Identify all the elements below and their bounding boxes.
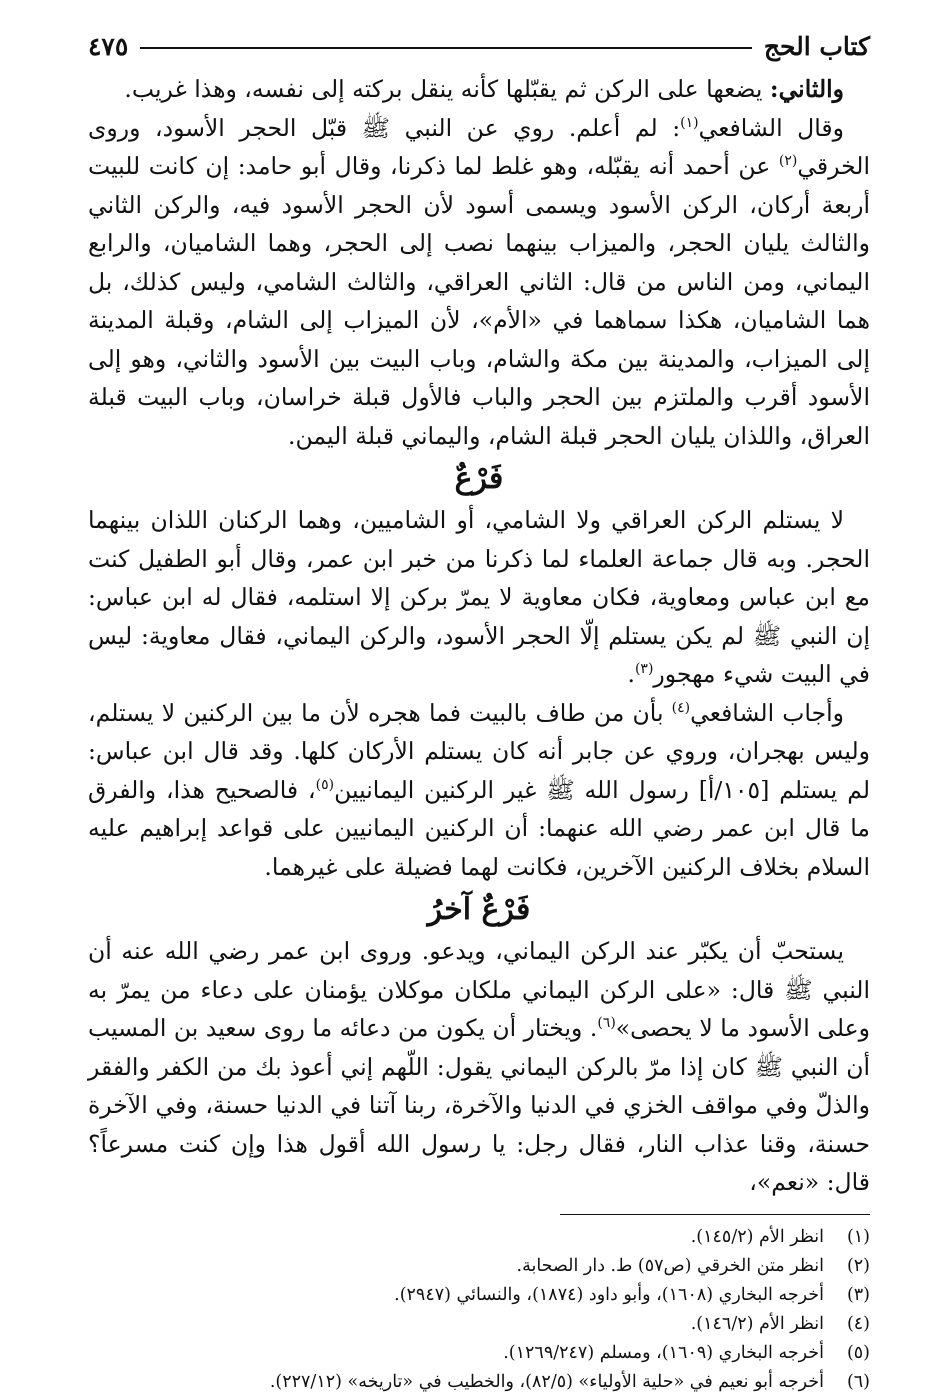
footnote-text: انظر متن الخرقي (ص٥٧) ط. دار الصحابة. [516,1255,824,1276]
paragraph-text: . ويختار أن يكون من دعائه ما روى سعيد بن المسيب أن النبي ﷺ كان إذا مرّ بالركن اليماني يقول: اللّهم إني أعوذ بك من الكفر والفقر والذلّ وفي مواقف الخزي في الدنيا والآخرة، ربنا آتنا في الدنيا حسنة، وفي الآخرة حسنة، وقنا عذاب النار، فقال رجل: يا رسول الله أقول هذا وإن كنت مسرعاً؟ قال: «نعم»، [88,1014,870,1196]
footnote-item [88,1281,870,1310]
paragraph-text: بأن من طاف بالبيت فما هجره لأن ما بين الركنين لا يستلم، وليس بهجران، وروي عن جابر أنه كان يستلم الأركان كلها. وقد قال ابن عباس: لم يستلم [١٠٥/أ] رسول الله ﷺ غير الركنين اليمانيين [88,698,870,804]
paragraph-5 [88,932,870,1202]
running-title: كتاب الحج [763,31,870,61]
paragraph-text: عن أحمد أنه يقبّله، وهو غلط لما ذكرنا، وقال أبو حامد: إن كانت للبيت أربعة أركان، الركن الأسود ويسمى أسود لأن الحجر الأسود فيه، والركن الثاني والثالث يليان الحجر، والميزاب بينهما نصب إلى الحجر، وهما الشاميان، والرابع اليماني، ومن الناس من قال: الثاني العراقي، والثالث الشامي، وليس كذلك، بل هما الشاميان، هكذا سماهما في «الأم»، لأن الميزاب إلى الشام، وقبلة المدينة إلى الميزاب، والمدينة بين مكة والشام، وباب البيت بين الأسود والثاني، وهو إلى الأسود أقرب والملتزم بين الحجر والباب فالأول قبلة خراسان، وباب البيت قبلة العراق، واللذان يليان الحجر قبلة الشام، واليماني قبلة اليمن. [88,152,870,450]
paragraph-lead: والثاني: [769,75,844,103]
footnote-number: (٣) [846,1284,870,1305]
footnote-divider [560,1214,870,1215]
footnote-ref-3[interactable]: (٣) [634,661,654,678]
footnote-item [88,1223,870,1252]
footnote-item [88,1339,870,1368]
paragraph-text: لا يستلم الركن العراقي ولا الشامي، أو الشاميين، وهما الركنان اللذان بينهما الحجر. وبه قال جماعة العلماء لما ذكرنا من خبر ابن عمر، وقال أبو الطفيل كنت مع ابن عباس ومعاوية، فكان معاوية لا يمرّ بركن إلا استلمه، فقال له ابن عباس: إن النبي ﷺ لم يكن يستلم إلّا الحجر الأسود، والركن اليماني، فقال معاوية: ليس في البيت شيء مهجور [88,506,870,688]
footnote-text: أخرجه البخاري (١٦٠٩)، ومسلم (١٢٦٩/٢٤٧). [503,1342,824,1363]
footnote-ref-2[interactable]: (٢) [778,153,798,170]
footnote-text: أخرجه أبو نعيم في «حلية الأولياء» (٨٢/٥)، والخطيب في «تاريخه» (٢٢٧/١٢). [269,1371,824,1392]
footnote-number: (٦) [846,1371,870,1392]
footnote-ref-1[interactable]: (١) [680,114,699,131]
paragraph-3 [88,501,870,694]
footnotes-list [88,1223,870,1397]
footnote-number: (٢) [846,1255,870,1276]
footnote-text: أخرجه البخاري (١٦٠٨)، وأبو داود (١٨٧٤)، والنسائي (٢٩٤٧). [394,1284,824,1305]
footnote-item [88,1252,870,1281]
paragraph-1 [88,70,870,109]
paragraph-2 [88,109,870,456]
paragraph-text: يستحبّ أن يكبّر عند الركن اليماني، ويدعو. وروى ابن عمر رضي الله عنه أن النبي ﷺ قال: «على الركن اليماني ملكان موكلان يؤمنان على دعاء من يمرّ به وعلى الأسود ما لا يحصى» [88,937,870,1042]
paragraph-text: . [627,660,635,688]
footnote-text: انظر الأم (١٤٦/٢). [690,1313,824,1334]
footnote-number: (١) [846,1226,870,1247]
page-number: ٤٧٥ [88,31,129,61]
paragraph-4 [88,694,870,887]
paragraph-text: وأجاب الشافعي [690,698,844,727]
footnote-number: (٥) [846,1342,870,1363]
body-text [88,70,870,1202]
section-heading-far: فَرْعٌ [454,461,504,496]
footnote-item [88,1368,870,1397]
footnote-ref-5[interactable]: (٥) [315,776,335,793]
paragraph-text: : لم أعلم. روي عن النبي ﷺ قبّل الحجر الأسود، وروى الخرقي [88,113,870,180]
footnote-ref-4[interactable]: (٤) [671,699,691,716]
footnote-item [88,1310,870,1339]
footnote-number: (٤) [846,1313,870,1334]
paragraph-text: ، فالصحيح هذا، والفرق ما قال ابن عمر رضي الله عنهما: أن الركنين اليمانيين على قواعد إبراهيم عليه السلام بخلاف الركنين الآخرين، فكانت لهما فضيلة على غيرهما. [88,775,870,881]
footnote-text: انظر الأم (١٤٥/٢). [690,1226,824,1247]
paragraph-text: وقال الشافعي [698,113,844,142]
running-head [88,22,870,70]
section-heading-far-akhar: فَرْعٌ آخرُ [427,892,531,927]
footnote-ref-6[interactable]: (٦) [597,1015,616,1032]
header-rule [140,47,752,49]
paragraph-text: يضعها على الركن ثم يقبّلها كأنه ينقل بركته إلى نفسه، وهذا غريب. [124,75,770,103]
